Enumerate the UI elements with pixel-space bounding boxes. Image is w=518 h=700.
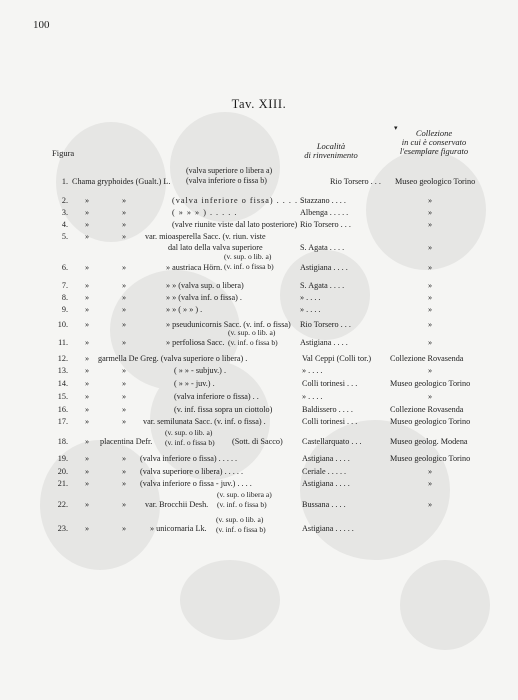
figure-number: 13. <box>57 366 68 375</box>
figure-number: 17. <box>57 417 68 426</box>
description: » austriaca Hörn. <box>166 263 223 272</box>
description: garmella De Greg. (valva superiore o libera) . <box>98 354 248 363</box>
brace-line: (v. sup. o lib. a) <box>216 515 264 524</box>
table-row <box>0 436 518 447</box>
locality: Baldissero . . . . <box>302 405 353 414</box>
table-row <box>0 353 518 364</box>
ditto-mark: » <box>85 220 90 229</box>
description: ( » » - juv.) . <box>174 379 215 388</box>
bleed-through-shape <box>180 560 280 640</box>
ditto-mark: » <box>122 417 127 426</box>
header-collezione-line: in cui è conservato <box>401 137 467 147</box>
description: (valva inferiore o fissa) . . . . . <box>140 454 238 463</box>
locality: » . . . . <box>300 293 321 302</box>
table-row <box>0 304 518 315</box>
collection: Museo geologico Torino <box>395 177 476 186</box>
figure-number: 20. <box>57 467 68 476</box>
collection: » <box>428 338 433 347</box>
description: (valva superiore o libera) . . . . . <box>140 467 243 476</box>
ditto-mark: » <box>122 467 127 476</box>
ditto-mark: » <box>122 220 127 229</box>
collection: » <box>428 500 433 509</box>
collection: » <box>428 220 433 229</box>
figure-number: 18. <box>57 437 68 446</box>
brace-line: (v. sup. o lib. a) <box>228 328 276 337</box>
ditto-mark: » <box>85 467 90 476</box>
brace-group <box>224 252 274 272</box>
figure-number: 2. <box>61 196 68 205</box>
plate-title: Tav. XIII. <box>231 97 287 111</box>
ditto-mark: » <box>85 281 90 290</box>
brace-line: (v. inf. o fissa b) <box>224 262 274 271</box>
collection: » <box>428 263 433 272</box>
ditto-mark: » <box>122 392 127 401</box>
locality: Ceriale . . . . . <box>302 467 347 476</box>
table-row <box>0 219 518 230</box>
ditto-mark: » <box>122 293 127 302</box>
locality: Astigiana . . . . <box>302 479 350 488</box>
ditto-mark: » <box>85 524 90 533</box>
ditto-mark: » <box>85 437 90 446</box>
description: (valva inferiore o fissa - juv.) . . . . <box>140 479 252 488</box>
locality: Colli torinesi . . . <box>302 379 358 388</box>
header-localita-line: di rinvenimento <box>304 150 358 160</box>
table-row <box>0 195 518 206</box>
locality: S. Agata . . . . <box>300 243 345 252</box>
collection: Collezione Rovasenda <box>390 405 464 414</box>
description: var. Brocchii Desh. <box>145 500 209 509</box>
locality: Colli torinesi . . . <box>302 417 358 426</box>
locality: Rio Torsero . . . <box>300 220 351 229</box>
description: var. mioasperella Sacc. (v. riun. viste <box>145 232 266 241</box>
locality: Bussana . . . . <box>302 500 346 509</box>
collection: » <box>428 392 433 401</box>
collection: » <box>428 293 433 302</box>
description: ( » » - subjuv.) . <box>174 366 226 375</box>
description: ( » » » ) . . . . . <box>172 208 238 217</box>
figure-number: 6. <box>61 263 68 272</box>
description: » » (valva sup. o libera) <box>166 281 244 290</box>
ditto-mark: » <box>122 263 127 272</box>
locality: Astigiana . . . . <box>302 454 350 463</box>
collection: » <box>428 479 433 488</box>
locality: » . . . . <box>302 392 323 401</box>
ditto-mark: » <box>122 454 127 463</box>
figure-number: 16. <box>57 405 68 414</box>
collection: » <box>428 208 433 217</box>
locality: Astigiana . . . . <box>300 338 348 347</box>
collection: » <box>428 196 433 205</box>
brace-line: (valva superiore o libera a) <box>186 166 273 175</box>
table-row <box>0 391 518 402</box>
ditto-mark: » <box>122 500 127 509</box>
figure-number: 22. <box>57 500 68 509</box>
brace-line: (v. sup. o lib. a) <box>165 428 213 437</box>
table-row <box>0 404 518 415</box>
figure-number: 4. <box>61 220 68 229</box>
collection: » <box>428 366 433 375</box>
figure-number: 7. <box>61 281 68 290</box>
description: (valve riunite viste dal lato posteriore) <box>172 220 298 229</box>
description: var. semilunata Sacc. (v. inf. o fissa) . <box>143 417 266 426</box>
figure-number: 3. <box>61 208 68 217</box>
header-collezione-line: l'esemplare figurato <box>399 146 469 156</box>
locality: Rio Torsero . . . <box>300 320 351 329</box>
ditto-mark: » <box>122 479 127 488</box>
ditto-mark: » <box>85 417 90 426</box>
locality: S. Agata . . . . <box>300 281 345 290</box>
ditto-mark: » <box>122 196 127 205</box>
ditto-mark: » <box>85 293 90 302</box>
locality: » . . . . <box>302 366 323 375</box>
figure-number: 12. <box>57 354 68 363</box>
figure-number: 9. <box>61 305 68 314</box>
locality: Astigiana . . . . <box>300 263 348 272</box>
collection: Museo geologico Torino <box>390 417 471 426</box>
locality: Albenga . . . . . <box>300 208 349 217</box>
collection: Museo geologico Torino <box>390 454 471 463</box>
ditto-mark: » <box>85 392 90 401</box>
ditto-mark: » <box>122 379 127 388</box>
annotation: (Sott. di Sacco) <box>232 437 283 446</box>
brace-line: (v. inf. o fissa b) <box>216 525 266 534</box>
collection: Collezione Rovasenda <box>390 354 464 363</box>
table-row <box>0 292 518 303</box>
species-name: Chama gryphoides (Gualt.) L. <box>72 177 171 186</box>
brace-line: (v. sup. o libera a) <box>217 490 272 499</box>
locality: » . . . . <box>300 305 321 314</box>
ditto-mark: » <box>85 454 90 463</box>
collection: Museo geologico Torino <box>390 379 471 388</box>
figure-number: 8. <box>61 293 68 302</box>
ditto-mark: » <box>85 208 90 217</box>
ditto-mark: » <box>85 338 90 347</box>
brace-line: (v. inf. o fissa b) <box>217 500 267 509</box>
ditto-mark: » <box>85 305 90 314</box>
brace-line: (v. inf. o fissa b) <box>228 338 278 347</box>
table-row <box>0 280 518 291</box>
description-continuation: dal lato della valva superiore <box>168 243 263 252</box>
ditto-mark: » <box>122 405 127 414</box>
figure-number: 21. <box>57 479 68 488</box>
ditto-mark: » <box>122 305 127 314</box>
table-row <box>0 365 518 376</box>
table-row <box>0 231 518 242</box>
description: » unicornaria Lk. <box>150 524 207 533</box>
ditto-mark: » <box>85 366 90 375</box>
description: (valva inferiore o fissa) . . . . . <box>172 196 305 205</box>
figure-number: 1. <box>61 177 68 186</box>
ditto-mark: » <box>85 479 90 488</box>
brace-group <box>216 515 266 535</box>
figure-number: 23. <box>57 524 68 533</box>
brace-line: (valva inferiore o fissa b) <box>186 176 267 185</box>
figure-number: 10. <box>57 320 68 329</box>
description: » perfoliosa Sacc. <box>166 338 225 347</box>
brace-group <box>165 428 215 448</box>
ditto-mark: » <box>122 366 127 375</box>
brace-group <box>186 166 272 186</box>
header-localita-line: Località <box>316 141 346 151</box>
header-collezione-line: Collezione <box>415 128 453 138</box>
collection: » <box>428 320 433 329</box>
brace-line: (v. inf. o fissa b) <box>165 438 215 447</box>
ditto-mark: » <box>122 208 127 217</box>
ditto-mark: » <box>85 500 90 509</box>
ditto-mark: » <box>85 232 90 241</box>
ditto-mark: » <box>85 354 90 363</box>
figure-number: 19. <box>57 454 68 463</box>
locality: Castellarquato . . . <box>302 437 362 446</box>
collection: » <box>428 467 433 476</box>
header-localita <box>296 142 366 160</box>
table-row <box>0 207 518 218</box>
figure-number: 5. <box>61 232 68 241</box>
locality: Stazzano . . . . <box>300 196 346 205</box>
ditto-mark: » <box>85 196 90 205</box>
collection: Museo geolog. Modena <box>390 437 468 446</box>
table-row <box>0 378 518 389</box>
decorative-mark-icon: ▾ <box>394 124 398 132</box>
description: (v. inf. fissa sopra un ciottolo) <box>174 405 273 414</box>
ditto-mark: » <box>122 281 127 290</box>
figure-number: 11. <box>58 338 68 347</box>
bleed-through-shape <box>400 560 490 650</box>
table-row <box>0 453 518 464</box>
ditto-mark: » <box>122 338 127 347</box>
ditto-mark: » <box>85 263 90 272</box>
locality: Rio Torsero . . . <box>330 177 381 186</box>
ditto-mark: » <box>85 379 90 388</box>
brace-group <box>217 490 272 510</box>
brace-line: (v. sup. o lib. a) <box>224 252 272 261</box>
collection: » <box>428 305 433 314</box>
description: » » ( » » ) . <box>166 305 203 314</box>
locality: Val Ceppi (Colli tor.) <box>302 354 372 363</box>
description: » » (valva inf. o fissa) . <box>166 293 242 302</box>
description: (valva inferiore o fissa) . . <box>174 392 259 401</box>
figure-number: 14. <box>57 379 68 388</box>
page-number: 100 <box>33 19 50 31</box>
ditto-mark: » <box>122 232 127 241</box>
ditto-mark: » <box>122 320 127 329</box>
table-row <box>0 416 518 427</box>
ditto-mark: » <box>85 320 90 329</box>
collection: » <box>428 243 433 252</box>
ditto-mark: » <box>85 405 90 414</box>
ditto-mark: » <box>122 524 127 533</box>
header-collezione <box>386 129 482 156</box>
figure-number: 15. <box>57 392 68 401</box>
table-row <box>0 466 518 477</box>
table-row <box>0 478 518 489</box>
locality: Astigiana . . . . . <box>302 524 354 533</box>
header-figura: Figura <box>52 148 75 158</box>
description: » pseudunicornis Sacc. (v. inf. o fissa) <box>166 320 291 329</box>
collection: » <box>428 281 433 290</box>
description: placentina Defr. <box>100 437 153 446</box>
brace-group <box>228 328 278 348</box>
